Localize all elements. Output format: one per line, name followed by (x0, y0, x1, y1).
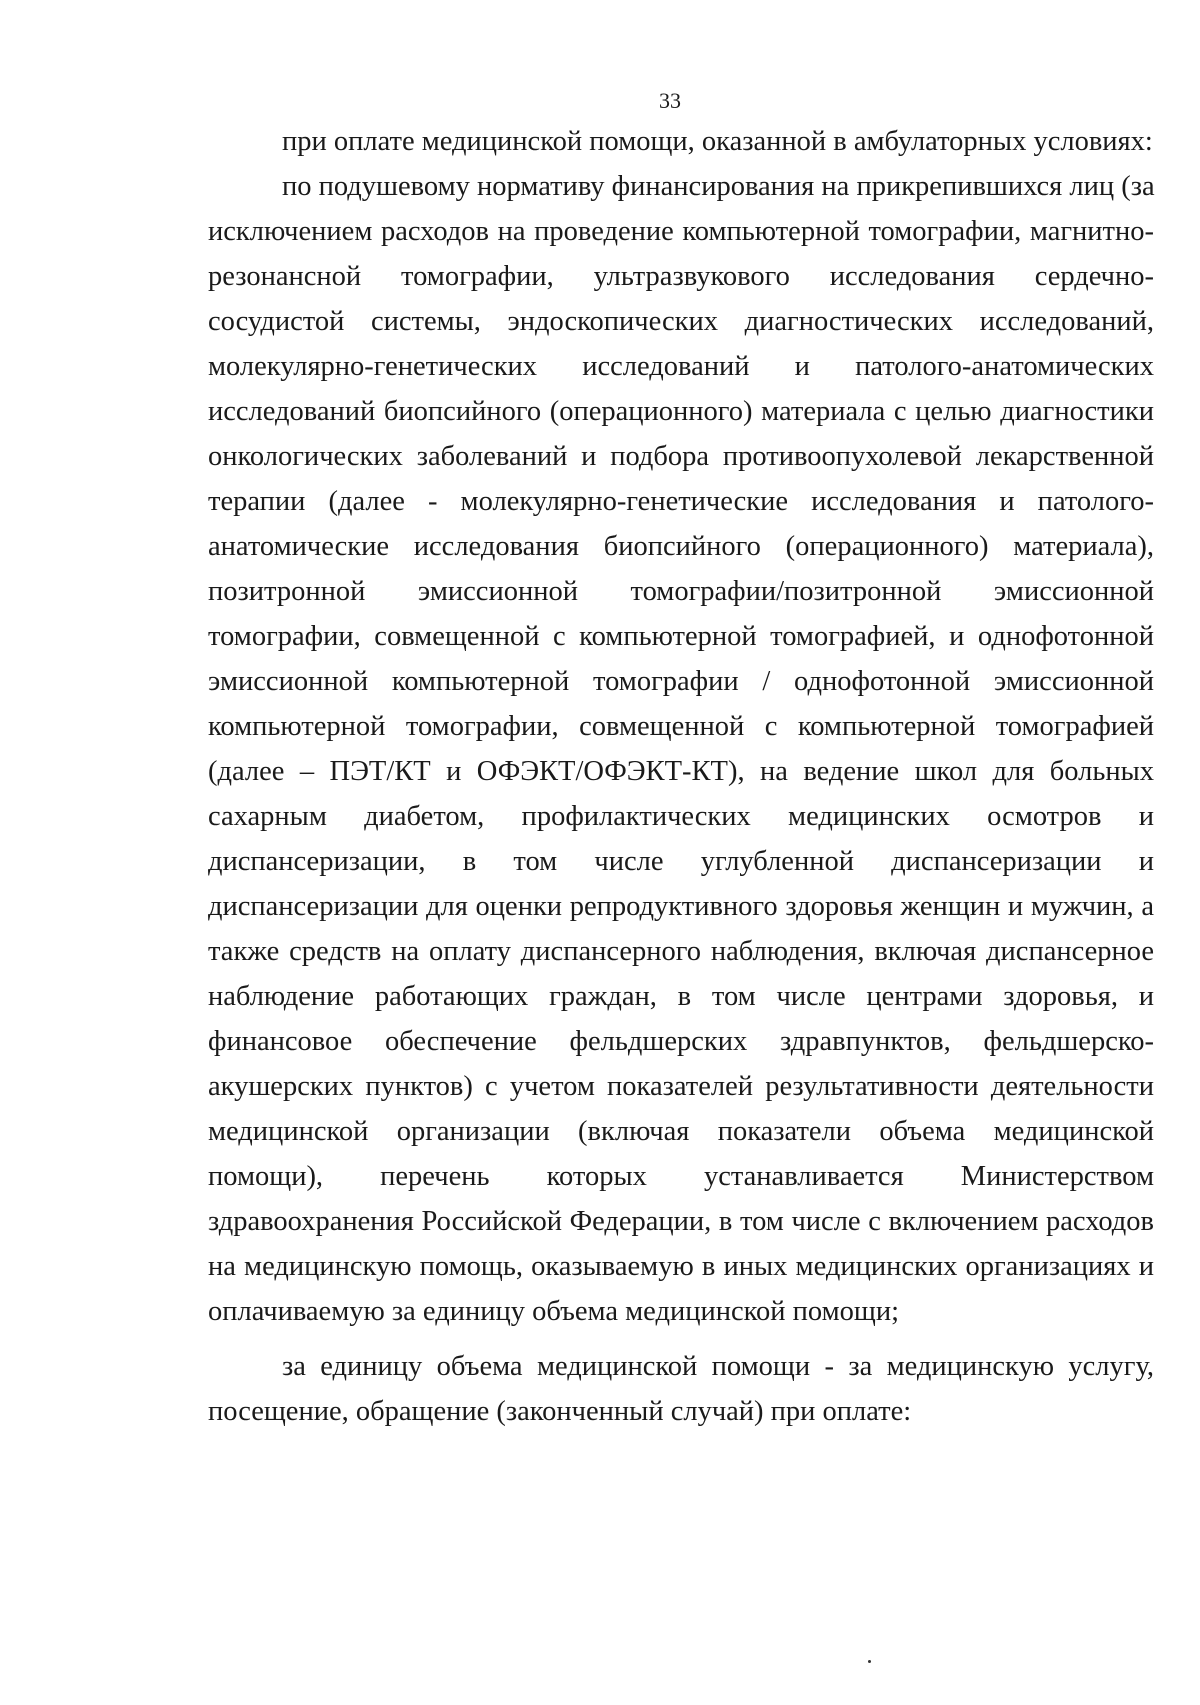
paragraph-line: томографии, совмещенной с компьютерной томографией, и однофотонной (208, 621, 1154, 652)
paragraph-line: диспансеризации, в том числе углубленной диспансеризации и (208, 846, 1154, 877)
paragraph-line: на медицинскую помощь, оказываемую в иных медицинских организациях и (208, 1251, 1154, 1282)
paragraph-line: резонансной томографии, ультразвукового исследования сердечно- (208, 261, 1154, 292)
paragraph-line: наблюдение работающих граждан, в том числе центрами здоровья, и (208, 981, 1154, 1012)
paragraph-line: при оплате медицинской помощи, оказанной в амбулаторных условиях: (282, 126, 1153, 157)
paragraph-line: финансовое обеспечение фельдшерских здравпунктов, фельдшерско- (208, 1026, 1154, 1057)
paragraph-line: анатомические исследования биопсийного (операционного) материала), (208, 531, 1154, 562)
paragraph-line: по подушевому нормативу финансирования на прикрепившихся лиц (за (282, 171, 1155, 202)
paragraph-line: (далее – ПЭТ/КТ и ОФЭКТ/ОФЭКТ-КТ), на ведение школ для больных (208, 756, 1154, 787)
paragraph-line: также средств на оплату диспансерного наблюдения, включая диспансерное (208, 936, 1154, 967)
paragraph-line: здравоохранения Российской Федерации, в том числе с включением расходов (208, 1206, 1154, 1237)
paragraph-line: исключением расходов на проведение компьютерной томографии, магнитно- (208, 216, 1154, 247)
paragraph-line: компьютерной томографии, совмещенной с компьютерной томографией (208, 711, 1154, 742)
paragraph-line: онкологических заболеваний и подбора противоопухолевой лекарственной (208, 441, 1154, 472)
paragraph-line: исследований биопсийного (операционного) материала с целью диагностики (208, 396, 1154, 427)
paragraph-line: оплачиваемую за единицу объема медицинской помощи; (208, 1296, 899, 1327)
paragraph-line: диспансеризации для оценки репродуктивного здоровья женщин и мужчин, а (208, 891, 1154, 922)
paragraph-line: сосудистой системы, эндоскопических диагностических исследований, (208, 306, 1154, 337)
page-number: 33 (659, 88, 681, 113)
paragraph-line: помощи), перечень которых устанавливается Министерством (208, 1161, 1154, 1192)
paragraph-line: акушерских пунктов) с учетом показателей результативности деятельности (208, 1071, 1154, 1102)
paragraph-line: за единицу объема медицинской помощи - за медицинскую услугу, (282, 1351, 1154, 1382)
paragraph-line: сахарным диабетом, профилактических медицинских осмотров и (208, 801, 1154, 832)
scan-dot (868, 1660, 871, 1663)
paragraph-line: позитронной эмиссионной томографии/позитронной эмиссионной (208, 576, 1154, 607)
paragraph-line: эмиссионной компьютерной томографии / однофотонной эмиссионной (208, 666, 1154, 697)
paragraph-line: посещение, обращение (законченный случай) при оплате: (208, 1396, 912, 1427)
paragraph-line: медицинской организации (включая показатели объема медицинской (208, 1116, 1154, 1147)
paragraph-line: молекулярно-генетических исследований и патолого-анатомических (208, 351, 1154, 382)
paragraph-line: терапии (далее - молекулярно-генетические исследования и патолого- (208, 486, 1154, 517)
